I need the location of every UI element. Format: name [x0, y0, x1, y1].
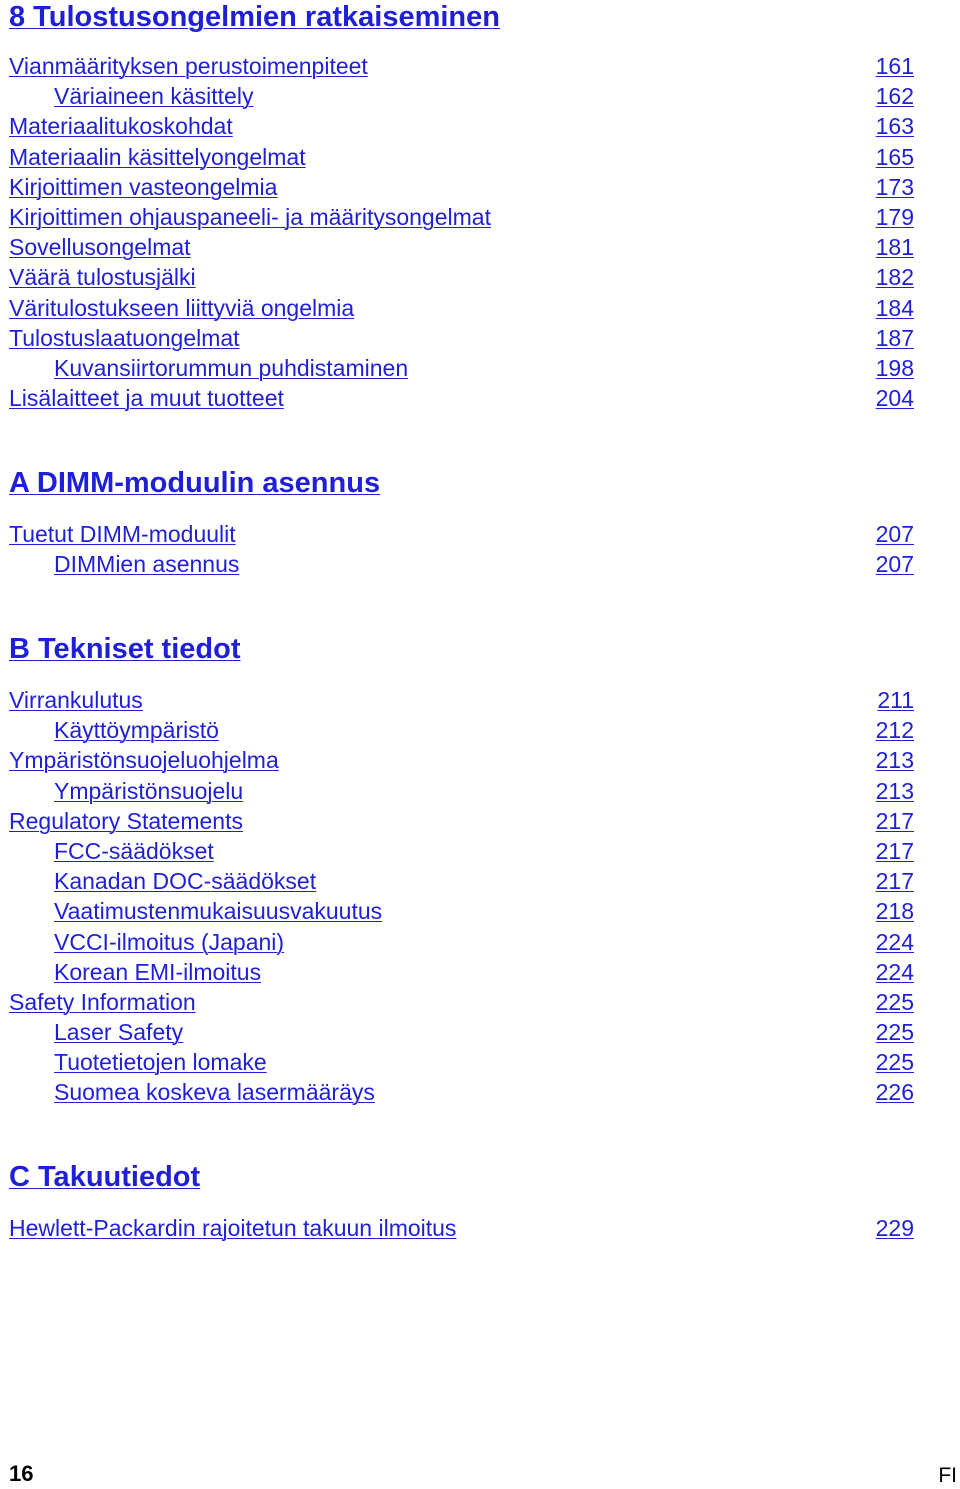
toc-entry-page[interactable]: 207	[875, 551, 914, 578]
toc-entries	[0, 1213, 960, 1243]
toc-entry-label[interactable]: Tuetut DIMM-moduulit	[9, 521, 236, 547]
toc-entry-page[interactable]: 225	[875, 988, 914, 1015]
toc-entry-label[interactable]: Safety Information	[9, 988, 196, 1015]
toc-entry[interactable]	[0, 685, 960, 715]
toc-entry[interactable]	[0, 1077, 960, 1107]
toc-entry[interactable]	[0, 745, 960, 775]
toc-entry[interactable]	[0, 353, 960, 383]
toc-entry-label[interactable]: Ympäristönsuojeluohjelma	[9, 747, 279, 774]
toc-entry-label[interactable]: Materiaalitukoskohdat	[9, 113, 233, 140]
toc-entry[interactable]	[0, 549, 960, 579]
section-title-link[interactable]: B Tekniset tiedot	[9, 633, 241, 665]
toc-entry[interactable]	[0, 957, 960, 987]
toc-entry-label[interactable]: VCCI-ilmoitus (Japani)	[54, 928, 285, 955]
toc-entry-label[interactable]: Korean EMI-ilmoitus	[54, 958, 262, 985]
toc-entry-page[interactable]: 179	[875, 203, 914, 230]
toc-entry-page[interactable]: 213	[875, 777, 914, 804]
toc-entry-page[interactable]: 213	[875, 747, 914, 774]
toc-entry-page[interactable]: 225	[875, 1019, 914, 1046]
toc-entry-page[interactable]: 204	[875, 385, 914, 412]
toc-entry[interactable]	[0, 987, 960, 1017]
toc-entry-label[interactable]: Sovellusongelmat	[9, 234, 191, 261]
toc-entry[interactable]	[0, 866, 960, 896]
toc-entry[interactable]	[0, 519, 960, 549]
toc-entry[interactable]	[0, 202, 960, 232]
toc-entry-page[interactable]: 182	[875, 264, 914, 291]
toc-entry-page[interactable]: 218	[875, 898, 914, 925]
toc-entry-label[interactable]: Virrankulutus	[9, 687, 143, 713]
language-code: FI	[938, 1464, 957, 1487]
toc-entry-page[interactable]: 217	[875, 807, 914, 834]
toc-entry[interactable]	[0, 806, 960, 836]
toc-entries	[0, 685, 960, 1108]
toc-entry-label[interactable]: Regulatory Statements	[9, 807, 243, 834]
toc-entry-page[interactable]: 212	[875, 717, 914, 744]
toc-entry[interactable]	[0, 323, 960, 353]
toc-entry-label[interactable]: Suomea koskeva lasermääräys	[54, 1079, 375, 1106]
toc-entry-page[interactable]: 207	[875, 521, 914, 547]
toc-entry-page[interactable]: 226	[875, 1079, 914, 1106]
toc-entry[interactable]	[0, 51, 960, 81]
toc-entry-label[interactable]: Tuotetietojen lomake	[54, 1049, 267, 1076]
toc-entry-page[interactable]: 224	[875, 928, 914, 955]
toc-entry[interactable]	[0, 927, 960, 957]
toc-entry-page[interactable]: 229	[875, 1215, 914, 1241]
toc-entry-label[interactable]: Käyttöympäristö	[54, 717, 219, 744]
toc-entry-label[interactable]: Kirjoittimen ohjauspaneeli- ja määritysongelmat	[9, 203, 491, 230]
toc-entry[interactable]	[0, 172, 960, 202]
toc-entry-page[interactable]: 217	[875, 837, 914, 864]
toc-entry-page[interactable]: 225	[875, 1049, 914, 1076]
toc-entry[interactable]	[0, 1017, 960, 1047]
section-title[interactable]	[9, 632, 241, 666]
section-title-link[interactable]: A DIMM-moduulin asennus	[9, 467, 381, 499]
toc-entry[interactable]	[0, 232, 960, 262]
toc-entry[interactable]	[0, 81, 960, 111]
section-title[interactable]	[9, 1160, 200, 1194]
toc-entry-label[interactable]: Väritulostukseen liittyviä ongelmia	[9, 294, 355, 321]
toc-entry-page[interactable]: 224	[875, 958, 914, 985]
toc-entry[interactable]	[0, 1213, 960, 1243]
toc-entries	[0, 51, 960, 413]
toc-entry[interactable]	[0, 142, 960, 172]
toc-entry-label[interactable]: FCC-säädökset	[54, 837, 214, 864]
toc-entry[interactable]	[0, 293, 960, 323]
toc-entry-label[interactable]: Kirjoittimen vasteongelmia	[9, 173, 278, 200]
toc-entry[interactable]	[0, 896, 960, 926]
toc-entry[interactable]	[0, 715, 960, 745]
toc-entry-label[interactable]: Ympäristönsuojelu	[54, 777, 244, 804]
toc-entry-page[interactable]: 198	[875, 354, 914, 381]
toc-entry-label[interactable]: Materiaalin käsittelyongelmat	[9, 143, 306, 170]
toc-entry[interactable]	[0, 1047, 960, 1077]
toc-entry-label[interactable]: Kuvansiirtorummun puhdistaminen	[54, 354, 409, 381]
toc-entry[interactable]	[0, 111, 960, 141]
toc-entry-page[interactable]: 187	[875, 324, 914, 351]
toc-entry[interactable]	[0, 383, 960, 413]
toc-entry-label[interactable]: Vianmäärityksen perustoimenpiteet	[9, 53, 368, 79]
toc-entry[interactable]	[0, 836, 960, 866]
toc-entry-label[interactable]: Hewlett-Packardin rajoitetun takuun ilmoitus	[9, 1215, 457, 1241]
toc-entry-page[interactable]: 181	[875, 234, 914, 261]
section-title[interactable]	[9, 0, 500, 34]
toc-entry-label[interactable]: DIMMien asennus	[54, 551, 240, 578]
toc-entry-label[interactable]: Tulostuslaatuongelmat	[9, 324, 240, 351]
toc-entry-label[interactable]: Vaatimustenmukaisuusvakuutus	[54, 898, 383, 925]
toc-entry-page[interactable]: 163	[875, 113, 914, 140]
section-title-link[interactable]: 8 Tulostusongelmien ratkaiseminen	[9, 1, 500, 33]
toc-entry-page[interactable]: 217	[875, 868, 914, 895]
toc-entry-label[interactable]: Lisälaitteet ja muut tuotteet	[9, 385, 284, 412]
toc-entry-page[interactable]: 162	[875, 83, 914, 110]
toc-entry-label[interactable]: Väriaineen käsittely	[54, 83, 254, 110]
toc-entry[interactable]	[0, 776, 960, 806]
toc-entry-label[interactable]: Väärä tulostusjälki	[9, 264, 196, 291]
section-title[interactable]	[9, 466, 380, 500]
toc-entry-page[interactable]: 161	[875, 53, 914, 79]
toc-entry-page[interactable]: 165	[875, 143, 914, 170]
toc-entry-label[interactable]: Laser Safety	[54, 1019, 184, 1046]
toc-entry[interactable]	[0, 262, 960, 292]
section-title-link[interactable]: C Takuutiedot	[9, 1161, 201, 1193]
toc-entries	[0, 519, 960, 579]
toc-entry-page[interactable]: 211	[877, 687, 914, 713]
page-number: 16	[9, 1461, 34, 1486]
toc-entry-page[interactable]: 173	[875, 173, 914, 200]
toc-entry-page[interactable]: 184	[875, 294, 914, 321]
toc-entry-label[interactable]: Kanadan DOC-säädökset	[54, 868, 317, 895]
